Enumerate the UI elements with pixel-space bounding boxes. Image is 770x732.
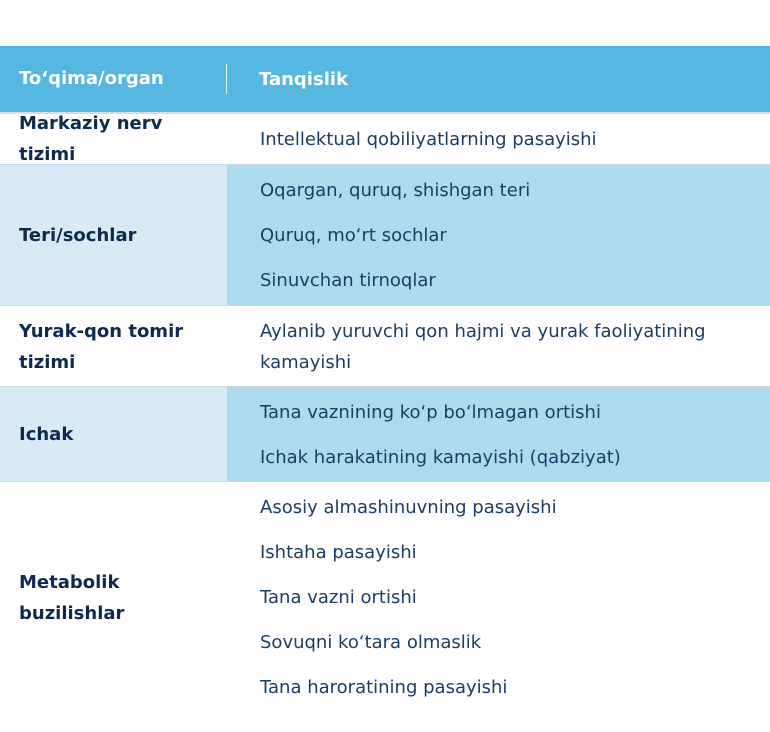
deficiency-item: Sinuvchan tirnoqlar <box>260 270 436 291</box>
table-row <box>0 114 770 165</box>
deficiency-item: Asosiy almashinuvning pasayishi <box>260 497 557 518</box>
deficiency-item: Ichak harakatining kamayishi (qabziyat) <box>260 447 621 468</box>
organ-cell: Metabolik buzilishlar <box>19 572 125 624</box>
header-organ: To‘qima/organ <box>0 64 227 94</box>
deficiency-table <box>0 46 770 714</box>
table-row <box>0 165 770 306</box>
deficiency-cell <box>227 482 770 714</box>
deficiency-item: Tana vazni ortishi <box>260 587 417 608</box>
organ-cell: Teri/sochlar <box>0 165 227 305</box>
organ-cell: Markaziy nerv tizimi <box>19 113 163 165</box>
deficiency-item: Tana vaznining ko‘p bo‘lmagan ortishi <box>260 402 601 423</box>
deficiency-cell <box>227 387 770 481</box>
deficiency-item: Sovuqni ko‘tara olmaslik <box>260 632 482 653</box>
organ-cell: Yurak-qon tomir tizimi <box>19 321 184 373</box>
deficiency-cell <box>227 165 770 305</box>
deficiency-cell <box>227 114 770 164</box>
deficiency-item: Aylanib yuruvchi qon hajmi va yurak faoliyatining kamayishi <box>260 321 706 373</box>
deficiency-item: Intellektual qobiliyatlarning pasayishi <box>260 129 597 150</box>
deficiency-item: Oqargan, quruq, shishgan teri <box>260 180 531 201</box>
table-header <box>0 46 770 114</box>
table-row <box>0 306 770 387</box>
header-deficiency: Tanqislik <box>259 68 348 90</box>
deficiency-cell <box>227 306 770 386</box>
deficiency-item: Quruq, mo‘rt sochlar <box>260 225 447 246</box>
organ-cell: Ichak <box>0 387 227 481</box>
table-row <box>0 482 770 714</box>
deficiency-item: Tana haroratining pasayishi <box>260 677 508 698</box>
deficiency-item: Ishtaha pasayishi <box>260 542 417 563</box>
table-row <box>0 387 770 482</box>
